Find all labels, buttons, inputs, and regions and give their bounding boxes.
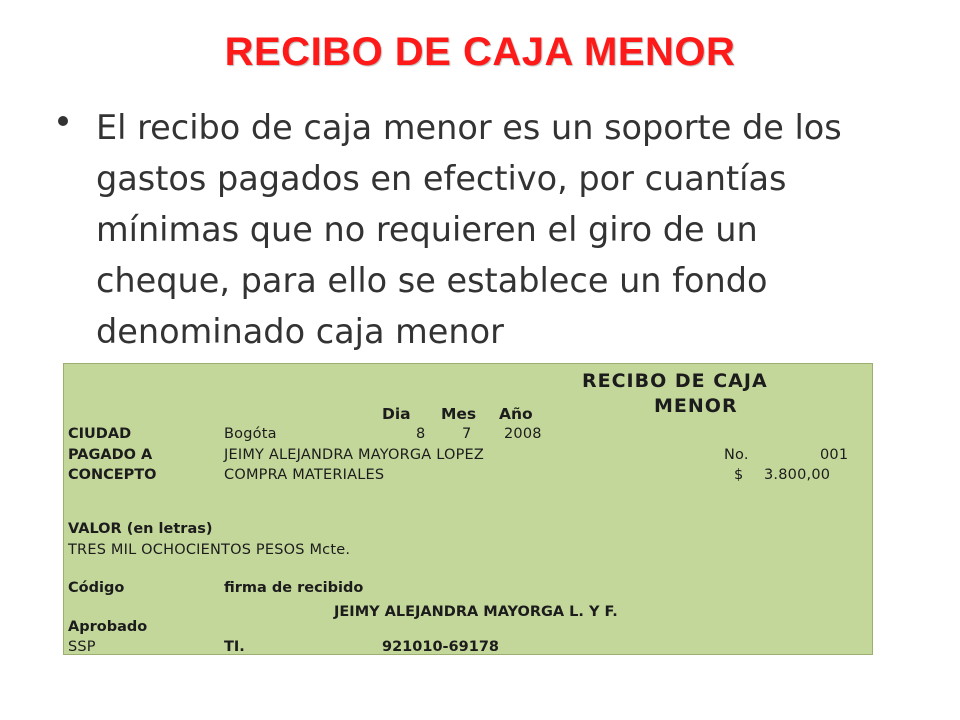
date-month-value: 7 — [462, 426, 472, 442]
valor-label: VALOR (en letras) — [68, 521, 213, 537]
ciudad-label: CIUDAD — [68, 426, 132, 442]
receipt-image — [63, 363, 873, 655]
aprobado-label: Aprobado — [68, 619, 148, 635]
concepto-label: CONCEPTO — [68, 467, 157, 483]
receipt-number-label: No. — [724, 447, 749, 463]
valor-value: TRES MIL OCHOCIENTOS PESOS Mcte. — [68, 542, 351, 558]
bullet-dot-icon — [58, 116, 68, 126]
concepto-value: COMPRA MATERIALES — [224, 467, 385, 483]
bullet-text: El recibo de caja menor es un soporte de los gastos pagados en efectivo, por cuantías mínimas que no requieren el giro de un cheque, para ello se establece un fondo denominado caja menor — [96, 108, 842, 351]
codigo-label: Código — [68, 580, 125, 596]
ti-label: TI. — [224, 639, 245, 655]
date-header-year: Año — [499, 405, 533, 423]
currency-symbol: $ — [734, 467, 744, 483]
ssp-label: SSP — [68, 639, 96, 655]
pagado-value: JEIMY ALEJANDRA MAYORGA LOPEZ — [224, 447, 485, 463]
date-day-value: 8 — [416, 426, 426, 442]
amount-value: 3.800,00 — [764, 467, 831, 483]
slide-title: RECIBO DE CAJA MENOR — [224, 30, 736, 74]
date-year-value: 2008 — [504, 426, 542, 442]
receipt-number-value: 001 — [820, 447, 849, 463]
ciudad-value: Bogóta — [224, 426, 277, 442]
receipt-title-line1: RECIBO DE CAJA — [582, 370, 768, 392]
signer-name: JEIMY ALEJANDRA MAYORGA L. Y F. — [334, 604, 618, 620]
pagado-label: PAGADO A — [68, 447, 153, 463]
date-header-day: Dia — [382, 405, 411, 423]
date-header-month: Mes — [441, 405, 477, 423]
receipt-title-line2: MENOR — [654, 395, 738, 417]
ti-value: 921010-69178 — [382, 639, 499, 655]
firma-label: firma de recibido — [224, 580, 364, 596]
